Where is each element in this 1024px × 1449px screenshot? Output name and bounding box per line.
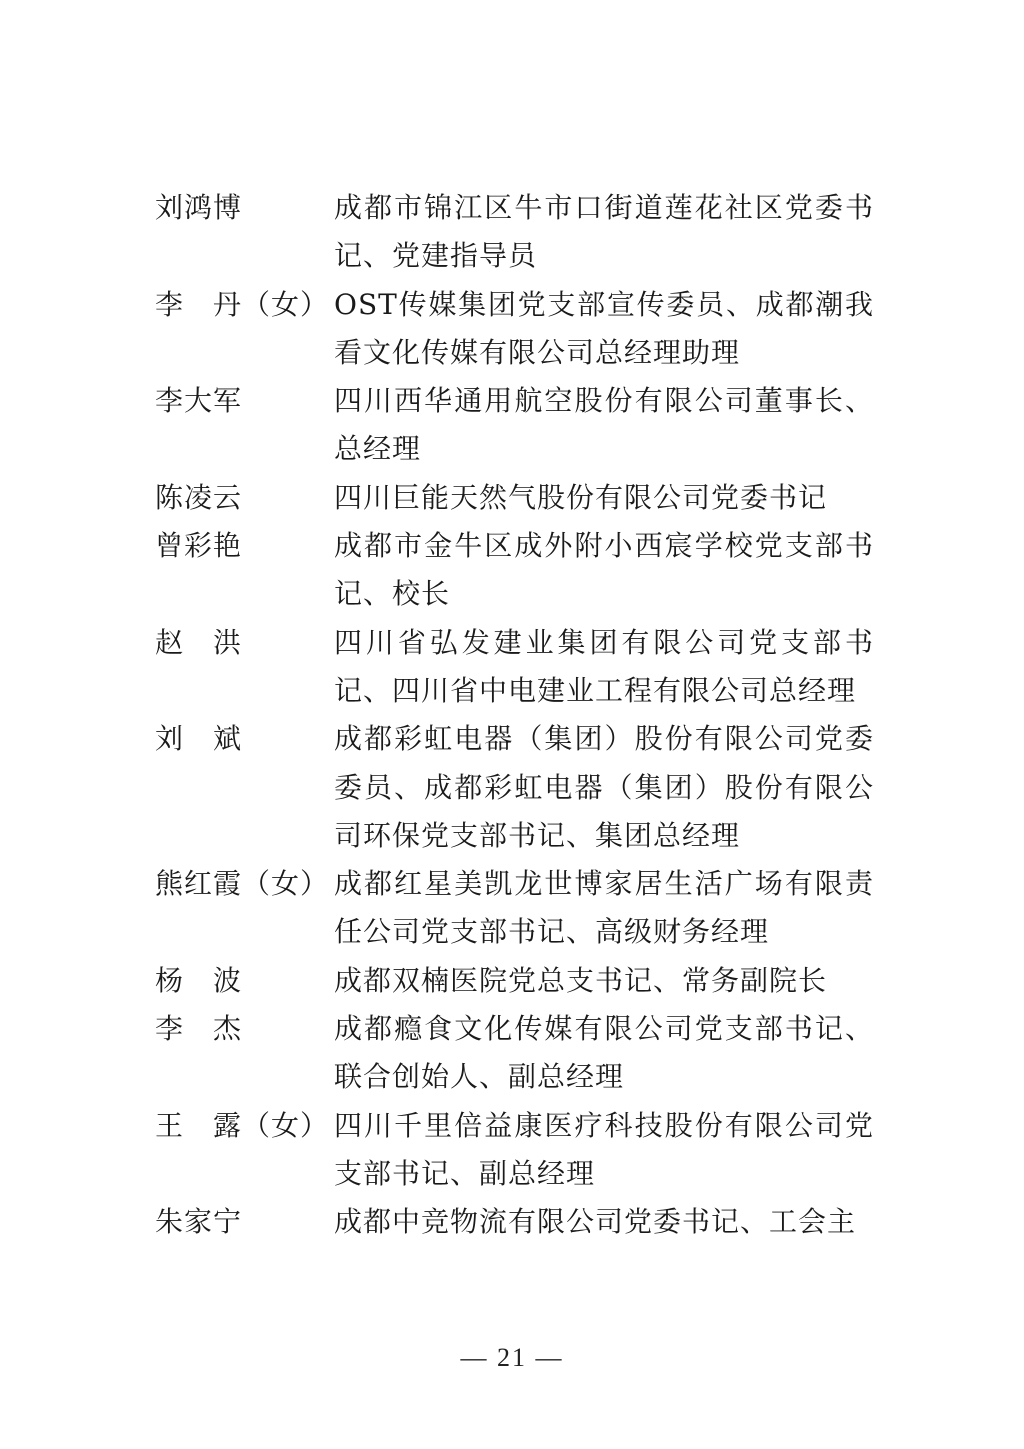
roster-list	[0, 184, 1024, 1247]
person-name: 赵 洪	[155, 625, 243, 659]
person-position: 成都彩虹电器（集团）股份有限公司党委委员、成都彩虹电器（集团）股份有限公司环保党支部书记、集团总经理	[334, 722, 874, 852]
person-name: 李 杰	[155, 1012, 243, 1046]
roster-entry	[0, 860, 1024, 957]
person-position: 成都中竞物流有限公司党委书记、工会主	[334, 1205, 857, 1239]
roster-entry	[0, 1005, 1024, 1102]
person-name: 曾彩艳	[155, 529, 243, 563]
person-name: 杨 波	[155, 963, 243, 997]
roster-entry	[0, 522, 1024, 619]
roster-entry	[0, 715, 1024, 860]
person-position: 四川西华通用航空股份有限公司董事长、总经理	[334, 384, 874, 466]
person-position: 成都瘾食文化传媒有限公司党支部书记、联合创始人、副总经理	[334, 1012, 874, 1094]
person-name: 朱家宁	[155, 1205, 243, 1239]
page-number: — 21 —	[460, 1343, 564, 1372]
person-position: 四川巨能天然气股份有限公司党委书记	[334, 480, 828, 514]
roster-entry	[0, 1198, 1024, 1246]
person-name: 李 丹（女）	[155, 287, 330, 321]
person-name: 王 露（女）	[155, 1108, 330, 1142]
person-name: 陈凌云	[155, 480, 243, 514]
roster-entry	[0, 1102, 1024, 1199]
person-name: 李大军	[155, 384, 243, 418]
person-position: 四川省弘发建业集团有限公司党支部书记、四川省中电建业工程有限公司总经理	[334, 625, 874, 707]
person-position: 成都市锦江区牛市口街道莲花社区党委书记、党建指导员	[334, 191, 874, 273]
person-position: 成都红星美凯龙世博家居生活广场有限责任公司党支部书记、高级财务经理	[334, 867, 874, 949]
roster-entry	[0, 184, 1024, 281]
roster-entry	[0, 281, 1024, 378]
roster-entry	[0, 619, 1024, 716]
person-name: 刘 斌	[155, 722, 243, 756]
person-position: 四川千里倍益康医疗科技股份有限公司党支部书记、副总经理	[334, 1108, 874, 1190]
person-position: OST传媒集团党支部宣传委员、成都潮我看文化传媒有限公司总经理助理	[334, 287, 874, 369]
person-position: 成都市金牛区成外附小西宸学校党支部书记、校长	[334, 529, 874, 611]
person-position: 成都双楠医院党总支书记、常务副院长	[334, 963, 828, 997]
person-name: 刘鸿博	[155, 191, 243, 224]
person-name: 熊红霞（女）	[155, 867, 330, 901]
roster-entry	[0, 377, 1024, 474]
roster-entry	[0, 474, 1024, 522]
roster-entry	[0, 957, 1024, 1005]
